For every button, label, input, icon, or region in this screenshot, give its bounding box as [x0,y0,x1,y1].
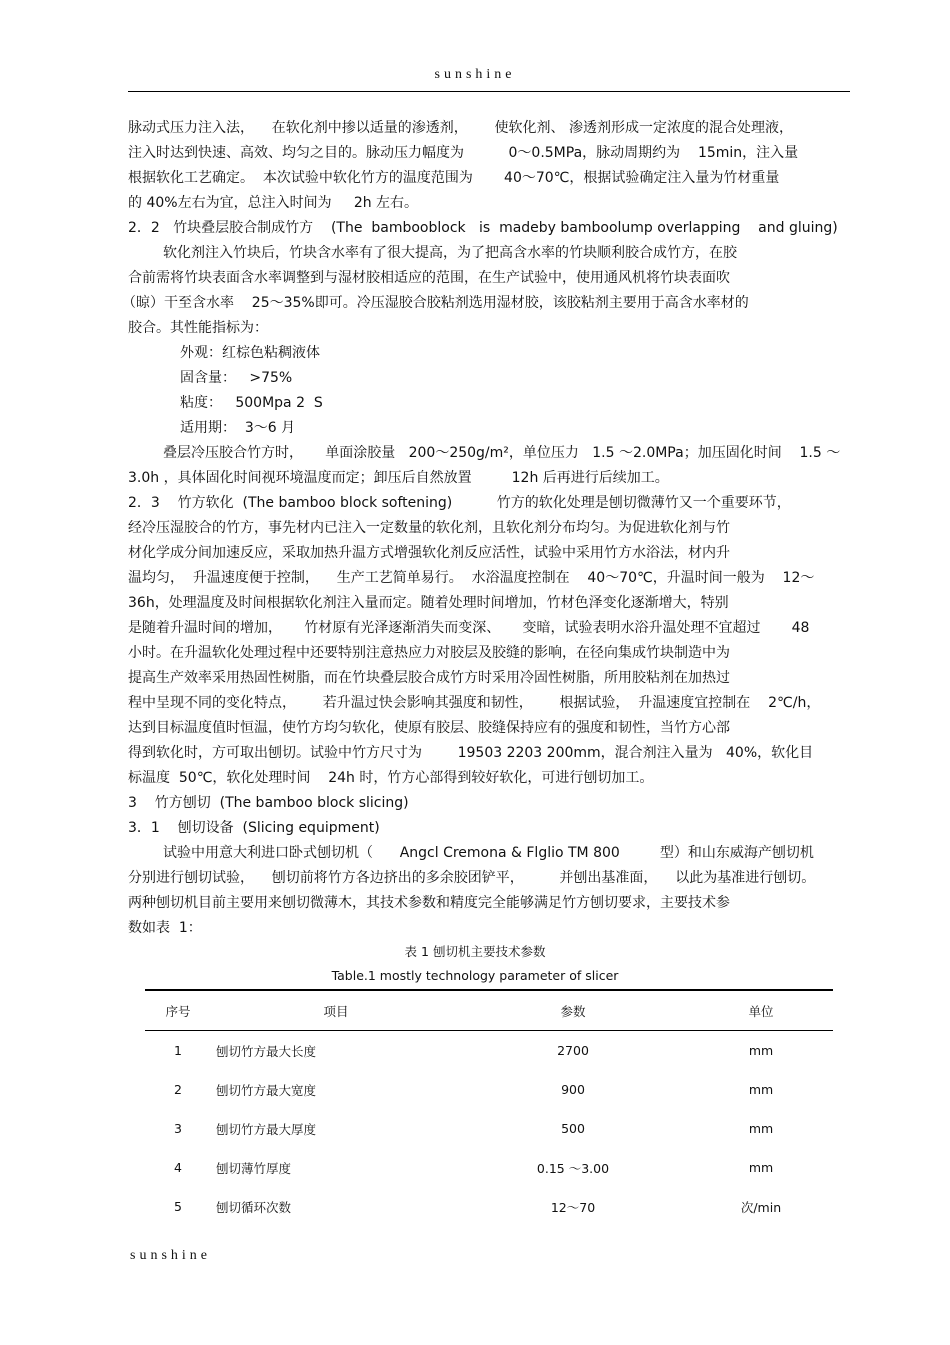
table-row [145,1070,833,1109]
table-row [145,1148,833,1187]
cell-item: 刨切薄竹厚度 [216,1160,292,1176]
text-line: 材化学成分间加速反应，采取加热升温方式增强软化剂反应活性，试验中采用竹方水浴法，材内升 [128,545,730,561]
text-line: （晾）干至含水率 25～35%即可。冷压湿胶合胶粘剂选用湿材胶，该胶粘剂主要用于高含水率材的 [122,295,749,311]
text-line: 得到软化时，方可取出刨切。试验中竹方尺寸为 19503 2203 200mm，混合剂注入量为 40%，软化目 [128,745,814,761]
table-row [145,1031,833,1071]
page-header: sunshine [434,67,516,82]
section-heading: 3．1 刨切设备 (Slicing equipment) [128,820,380,836]
text-line: 试验中用意大利进口卧式刨切机（ Angcl Cremona & Flglio TM 800 型）和山东威海产刨切机 [163,845,814,861]
text-line: 的 40%左右为宜，总注入时间为 2h 左右。 [128,195,419,211]
text-line: 叠层冷压胶合竹方时， 单面涂胶量 200～250g/m²，单位压力 1.5 ～2.0MPa；加压固化时间 1.5 ～ [163,445,841,461]
spec-item: 适用期： 3～6 月 [180,420,296,436]
text-line: 36h，处理温度及时间根据软化剂注入量而定。随着处理时间增加，竹材色泽变化逐渐增大，特别 [128,595,729,611]
text-line: 程中呈现不同的变化特点， 若升温过快会影响其强度和韧性， 根据试验， 升温速度宜控制在 2℃/h， [128,695,821,711]
cell-value: 0.15 ～3.00 [536,1160,610,1176]
text-line: 达到目标温度值时恒温，使竹方均匀软化，使原有胶层、胶缝保持应有的强度和韧性，当竹方心部 [128,720,730,736]
header-unit: 单位 [748,1003,774,1019]
header-item: 项目 [323,1003,349,1019]
text-line: 注入时达到快速、高效、均匀之目的。脉动压力幅度为 0～0.5MPa，脉动周期约为 15min，注入量 [128,145,799,161]
text-line: 标温度 50℃，软化处理时间 24h 时，竹方心部得到较好软化，可进行刨切加工。 [128,770,654,786]
text-line: 提高生产效率采用热固性树脂，而在竹块叠层胶合成竹方时采用冷固性树脂，所用胶粘剂在加热过 [128,670,730,686]
text-line: 根据软化工艺确定。 本次试验中软化竹方的温度范围为 40～70℃，根据试验确定注入量为竹材重量 [128,170,780,186]
header-value: 参数 [560,1003,586,1019]
cell-unit: mm [748,1082,774,1097]
header-index: 序号 [165,1003,191,1019]
text-line: 软化剂注入竹块后，竹块含水率有了很大提高，为了把高含水率的竹块顺利胶合成竹方，在胶 [163,245,737,261]
cell-unit: mm [748,1121,774,1136]
cell-value: 900 [561,1082,585,1097]
table-caption-en: Table.1 mostly technology parameter of slicer [331,968,619,983]
cell-index: 2 [174,1082,182,1097]
cell-item: 刨切竹方最大宽度 [216,1082,317,1098]
cell-unit: mm [748,1043,774,1058]
section-heading: 2．2 竹块叠层胶合制成竹方 (The bambooblock is madeby bamboolump overlapping and gluing) [128,220,838,236]
table-row [145,1187,833,1227]
cell-index: 5 [174,1199,182,1214]
spec-item: 固含量： >75% [180,370,293,386]
cell-value: 12～70 [550,1199,596,1215]
text-line: 分别进行刨切试验， 刨切前将竹方各边挤出的多余胶团铲平， 并刨出基准面， 以此为基准进行刨切。 [128,870,816,886]
table-header-row [145,990,833,1031]
text-line: 是随着升温时间的增加， 竹材原有光泽逐渐消失而变深、 变暗，试验表明水浴升温处理不宜超过 48 [128,620,810,636]
table-caption-cn: 表 1 刨切机主要技术参数 [404,944,546,959]
cell-unit: mm [748,1160,774,1175]
text-line: 合前需将竹块表面含水率调整到与湿材胶相适应的范围，在生产试验中，使用通风机将竹块表面吹 [128,270,730,286]
section-heading: 2．3 竹方软化 (The bamboo block softening) 竹方的软化处理是刨切微薄竹又一个重要环节， [128,495,791,511]
text-line: 两种刨切机目前主要用来刨切微薄木，其技术参数和精度完全能够满足竹方刨切要求，主要技术参 [128,895,730,911]
table-row [145,1109,833,1148]
text-line: 脉动式压力注入法， 在软化剂中掺以适量的渗透剂， 使软化剂、 渗透剂形成一定浓度的混合处理液， [128,120,793,136]
slicer-parameter-table [145,989,833,1227]
cell-value: 2700 [557,1043,589,1058]
spec-item: 外观：红棕色粘稠液体 [180,345,320,361]
page-footer: sunshine [130,1248,211,1263]
text-line: 3.0h ，具体固化时间视环境温度而定；卸压后自然放置 12h 后再进行后续加工。 [128,470,669,486]
text-line: 小时。在升温软化处理过程中还要特别注意热应力对胶层及胶缝的影响，在径向集成竹块制造中为 [128,645,730,661]
cell-unit: 次/min [740,1199,782,1215]
text-line: 数如表 1： [128,920,202,936]
text-line: 胶合。其性能指标为： [128,320,268,336]
body-text [0,116,950,941]
cell-item: 刨切竹方最大厚度 [216,1121,317,1137]
header-rule [128,91,850,92]
spec-item: 粘度： 500Mpa 2 S [180,395,323,411]
cell-item: 刨切循环次数 [216,1199,292,1215]
cell-index: 3 [174,1121,182,1136]
cell-index: 4 [174,1160,182,1175]
section-heading: 3 竹方刨切 (The bamboo block slicing) [128,795,409,811]
text-line: 温均匀， 升温速度便于控制， 生产工艺简单易行。 水浴温度控制在 40～70℃，升温时间一般为 12～ [128,570,815,586]
text-line: 经冷压湿胶合的竹方，事先材内已注入一定数量的软化剂，且软化剂分布均匀。为促进软化剂与竹 [128,520,730,536]
cell-index: 1 [174,1043,182,1058]
cell-item: 刨切竹方最大长度 [216,1043,317,1059]
cell-value: 500 [561,1121,585,1136]
